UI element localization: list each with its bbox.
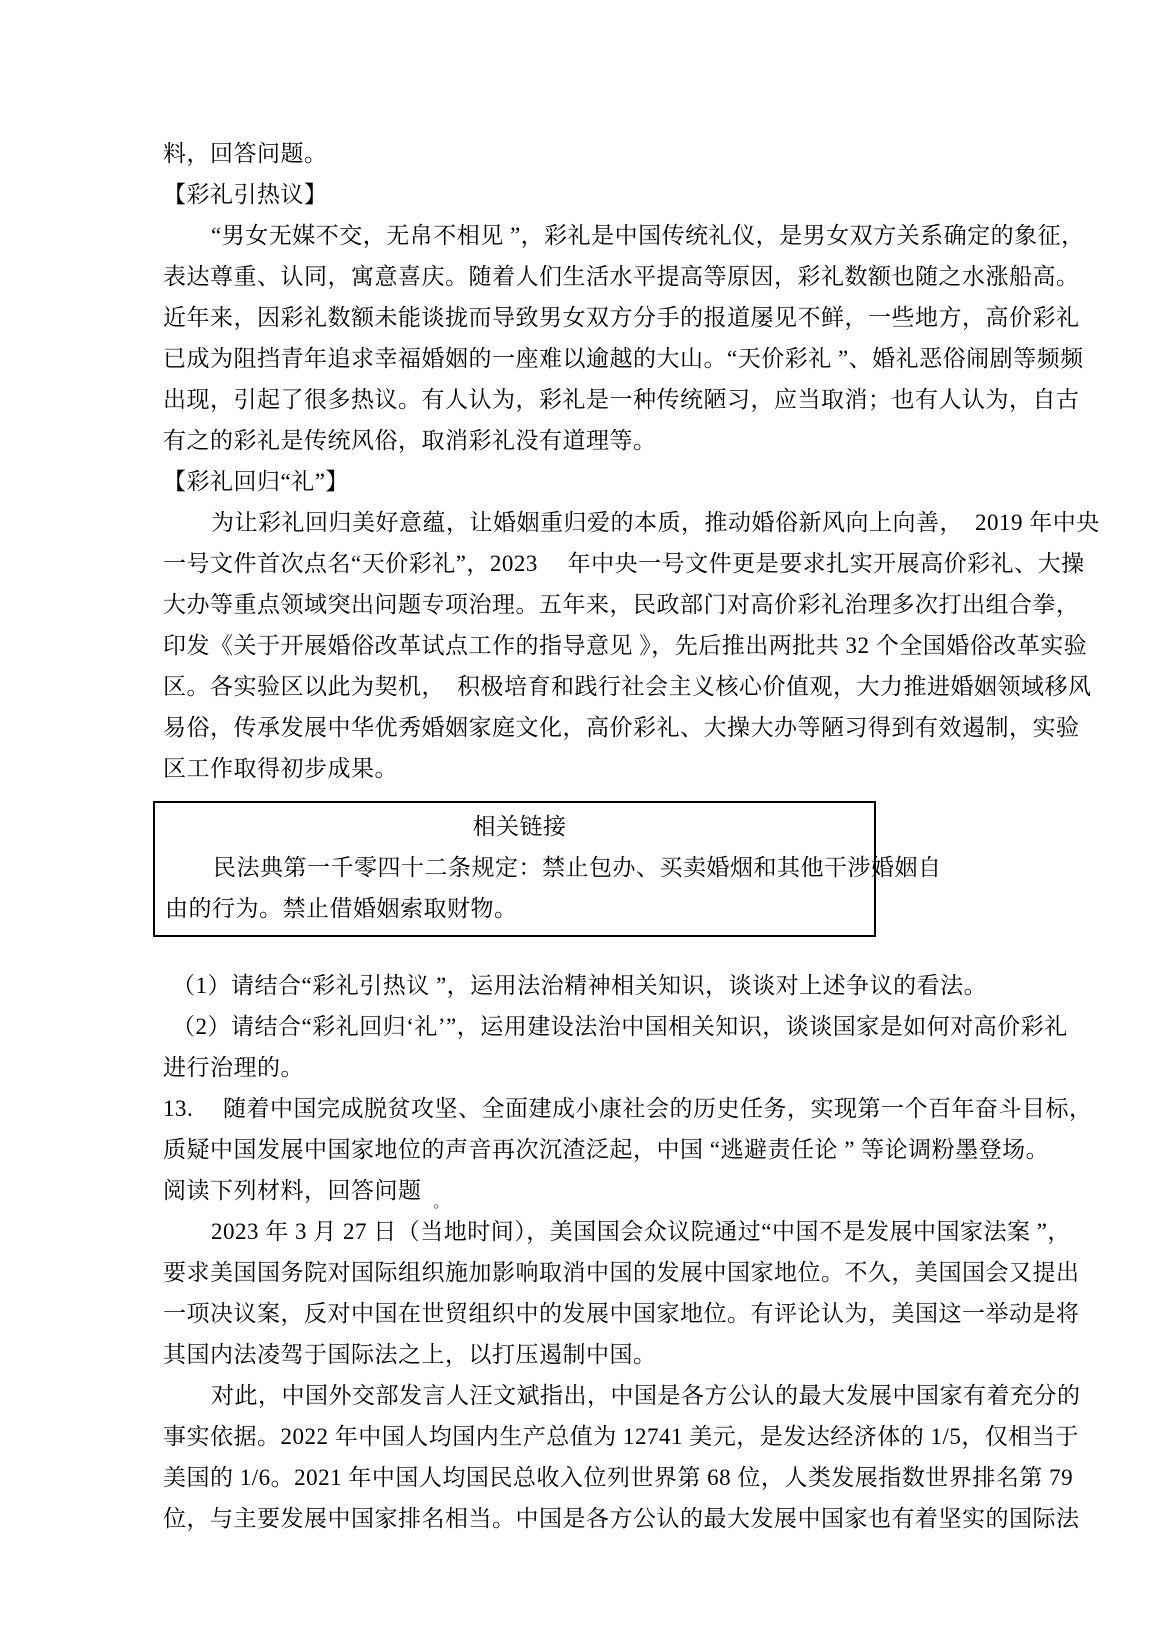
text-line: 表达尊重、认同，寓意喜庆。随着人们生活水平提高等原因，彩礼数额也随之水涨船高。: [163, 264, 1080, 289]
question-1: （1）请结合“彩礼引热议 ”，运用法治精神相关知识，谈谈对上述争议的看法。: [172, 973, 988, 998]
text-line: 民法典第一千零四十二条规定：禁止包办、买卖婚烟和其他干涉婚姻自: [213, 855, 942, 880]
text-line: 出现，引起了很多热议。有人认为，彩礼是一种传统陋习，应当取消；也有人认为，自古: [163, 387, 1080, 412]
text-line: 其国内法凌驾于国际法之上，以打压遏制中国。: [163, 1342, 657, 1367]
text-line: 区工作取得初步成果。: [163, 756, 398, 781]
text-line: 对此，中国外交部发言人汪文斌指出，中国是各方公认的最大发展中国家有着充分的: [211, 1383, 1081, 1408]
section2-header: 【彩礼回归“礼”】: [163, 469, 349, 494]
section1-header: 【彩礼引热议】: [163, 182, 328, 207]
text-line: 2023 年 3 月 27 日（当地时间），美国国会众议院通过“中国不是发展中国家法案 ”，: [211, 1219, 1071, 1244]
question-13-line: 13. 随着中国完成脱贫攻坚、全面建成小康社会的历史任务，实现第一个百年奋斗目标，: [163, 1096, 1093, 1121]
text-line: 一号文件首次点名“天价彩礼”，2023 年中央一号文件更是要求扎实开展高价彩礼、大操: [163, 551, 1085, 576]
text-line: 事实依据。2022 年中国人均国内生产总值为 12741 美元，是发达经济体的 1/5，仅相当于: [163, 1424, 1079, 1449]
intro-line: 料，回答问题。: [163, 141, 328, 166]
text-line: 有之的彩礼是传统风俗，取消彩礼没有道理等。: [163, 428, 657, 453]
related-links-box: [153, 801, 942, 937]
question-13-line: 质疑中国发展中国家地位的声音再次沉渣泛起，中国 “逃避责任论 ” 等论调粉墨登场。: [163, 1137, 1050, 1162]
text-line: 为让彩礼回归美好意蕴，让婚姻重归爱的本质，推动婚俗新风向上向善， 2019 年中央: [211, 510, 1100, 535]
text-line: 印发《关于开展婚俗改革试点工作的指导意见 》，先后推出两批共 32 个全国婚俗改革实验: [163, 633, 1088, 658]
question-2-continued: 进行治理的。: [163, 1055, 304, 1080]
question-2: （2）请结合“彩礼回归‘礼’”，运用建设法治中国相关知识，谈谈国家是如何对高价彩礼: [172, 1014, 1068, 1039]
text-line: 位，与主要发展中国家排名相当。中国是各方公认的最大发展中国家也有着坚实的国际法: [163, 1506, 1080, 1531]
text-line: “男女无媒不交，无帛不相见 ”，彩礼是中国传统礼仪，是男女双方关系确定的象征，: [211, 223, 1085, 248]
text-line: 要求美国国务院对国际组织施加影响取消中国的发展中国家地位。不久，美国国会又提出: [163, 1260, 1080, 1285]
text-line: 美国的 1/6。2021 年中国人均国民总收入位列世界第 68 位，人类发展指数世界排名第 79: [163, 1465, 1074, 1490]
text-line: 由的行为。禁止借婚姻索取财物。: [165, 896, 518, 921]
text-line: 易俗，传承发展中华优秀婚姻家庭文化，高价彩礼、大操大办等陋习得到有效遏制，实验: [163, 715, 1080, 740]
question-13-line-text: 阅读下列材料，回答问题: [163, 1178, 422, 1203]
text-line: 一项决议案，反对中国在世贸组织中的发展中国家地位。有评论认为，美国这一举动是将: [163, 1301, 1080, 1326]
question-13-line: [163, 1170, 1098, 1211]
text-line: 已成为阻挡青年追求幸福婚姻的一座难以逾越的大山。“天价彩礼 ”、婚礼恶俗闹剧等频频: [163, 346, 1084, 371]
subscript-period: 。: [433, 1195, 450, 1211]
text-line: 近年来，因彩礼数额未能谈拢而导致男女双方分手的报道屡见不鲜，一些地方，高价彩礼: [163, 305, 1080, 330]
text-line: 区。各实验区以此为契机， 积极培育和践行社会主义核心价值观，大力推进婚姻领域移风: [163, 674, 1092, 699]
related-links-title: 相关链接: [472, 814, 567, 839]
text-line: 大办等重点领域突出问题专项治理。五年来，民政部门对高价彩礼治理多次打出组合拳，: [163, 592, 1080, 617]
